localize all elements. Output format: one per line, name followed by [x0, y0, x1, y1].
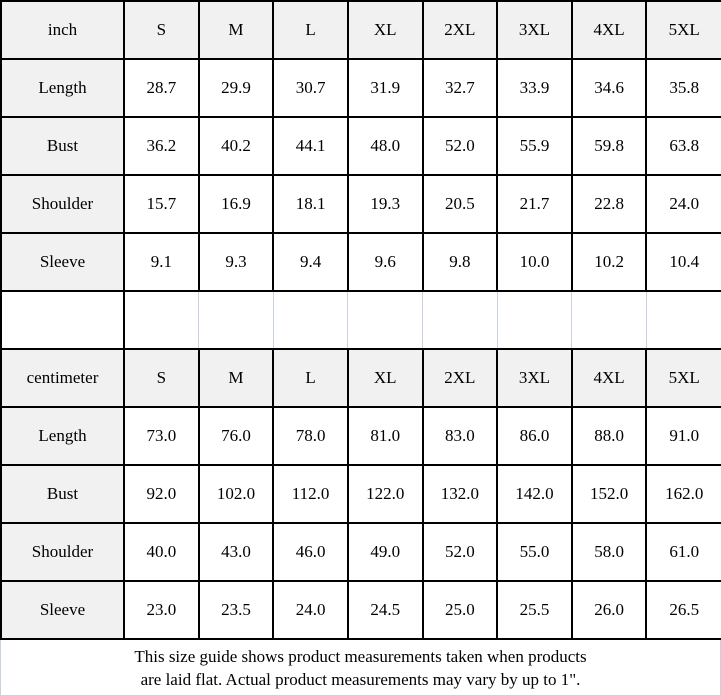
value-cell: 52.0 — [423, 117, 498, 175]
separator-cell — [199, 291, 274, 349]
size-header-cell: M — [199, 1, 274, 59]
value-cell: 91.0 — [646, 407, 721, 465]
value-cell: 24.5 — [348, 581, 423, 639]
separator-cell — [1, 291, 124, 349]
value-cell: 122.0 — [348, 465, 423, 523]
value-cell: 25.5 — [497, 581, 572, 639]
size-header-cell: 2XL — [423, 349, 498, 407]
value-cell: 112.0 — [273, 465, 348, 523]
value-cell: 73.0 — [124, 407, 199, 465]
size-header-cell: M — [199, 349, 274, 407]
value-cell: 23.0 — [124, 581, 199, 639]
row-label-cell: Bust — [1, 465, 124, 523]
separator-section — [1, 291, 721, 349]
row-label-cell: Length — [1, 59, 124, 117]
value-cell: 86.0 — [497, 407, 572, 465]
row-label-cell: Sleeve — [1, 233, 124, 291]
table-row — [1, 581, 721, 639]
separator-cell — [423, 291, 498, 349]
footer-note — [0, 640, 721, 696]
value-cell: 58.0 — [572, 523, 647, 581]
value-cell: 16.9 — [199, 175, 274, 233]
value-cell: 34.6 — [572, 59, 647, 117]
size-header-cell: L — [273, 1, 348, 59]
value-cell: 24.0 — [273, 581, 348, 639]
value-cell: 10.0 — [497, 233, 572, 291]
separator-cell — [273, 291, 348, 349]
size-header-cell: 4XL — [572, 349, 647, 407]
value-cell: 48.0 — [348, 117, 423, 175]
value-cell: 36.2 — [124, 117, 199, 175]
size-header-cell: 5XL — [646, 1, 721, 59]
size-header-cell: 3XL — [497, 1, 572, 59]
value-cell: 92.0 — [124, 465, 199, 523]
value-cell: 10.4 — [646, 233, 721, 291]
value-cell: 142.0 — [497, 465, 572, 523]
size-header-cell: S — [124, 349, 199, 407]
value-cell: 44.1 — [273, 117, 348, 175]
table-row — [1, 59, 721, 117]
value-cell: 21.7 — [497, 175, 572, 233]
value-cell: 20.5 — [423, 175, 498, 233]
value-cell: 52.0 — [423, 523, 498, 581]
value-cell: 102.0 — [199, 465, 274, 523]
value-cell: 26.0 — [572, 581, 647, 639]
value-cell: 63.8 — [646, 117, 721, 175]
inch-header-row — [1, 1, 721, 59]
value-cell: 32.7 — [423, 59, 498, 117]
value-cell: 83.0 — [423, 407, 498, 465]
value-cell: 26.5 — [646, 581, 721, 639]
footer-line-2: are laid flat. Actual product measurements may vary by up to 1". — [140, 669, 581, 689]
size-header-cell: L — [273, 349, 348, 407]
value-cell: 152.0 — [572, 465, 647, 523]
value-cell: 25.0 — [423, 581, 498, 639]
unit-header-cell: centimeter — [1, 349, 124, 407]
inch-section — [1, 1, 721, 291]
value-cell: 40.2 — [199, 117, 274, 175]
centimeter-section — [1, 349, 721, 639]
table-row — [1, 117, 721, 175]
value-cell: 30.7 — [273, 59, 348, 117]
row-label-cell: Bust — [1, 117, 124, 175]
size-header-cell: XL — [348, 349, 423, 407]
value-cell: 78.0 — [273, 407, 348, 465]
value-cell: 55.9 — [497, 117, 572, 175]
value-cell: 9.8 — [423, 233, 498, 291]
value-cell: 23.5 — [199, 581, 274, 639]
value-cell: 10.2 — [572, 233, 647, 291]
value-cell: 132.0 — [423, 465, 498, 523]
table-row — [1, 175, 721, 233]
value-cell: 43.0 — [199, 523, 274, 581]
footer-line-1: This size guide shows product measurements taken when products — [134, 646, 587, 666]
row-label-cell: Shoulder — [1, 175, 124, 233]
value-cell: 9.3 — [199, 233, 274, 291]
row-label-cell: Shoulder — [1, 523, 124, 581]
separator-cell — [124, 291, 199, 349]
table-row — [1, 465, 721, 523]
value-cell: 46.0 — [273, 523, 348, 581]
value-cell: 49.0 — [348, 523, 423, 581]
size-header-cell: S — [124, 1, 199, 59]
row-label-cell: Sleeve — [1, 581, 124, 639]
row-label-cell: Length — [1, 407, 124, 465]
separator-cell — [572, 291, 647, 349]
value-cell: 31.9 — [348, 59, 423, 117]
value-cell: 59.8 — [572, 117, 647, 175]
table-row — [1, 407, 721, 465]
value-cell: 162.0 — [646, 465, 721, 523]
value-cell: 35.8 — [646, 59, 721, 117]
value-cell: 22.8 — [572, 175, 647, 233]
separator-cell — [348, 291, 423, 349]
value-cell: 24.0 — [646, 175, 721, 233]
value-cell: 76.0 — [199, 407, 274, 465]
size-header-cell: 3XL — [497, 349, 572, 407]
centimeter-header-row — [1, 349, 721, 407]
value-cell: 9.1 — [124, 233, 199, 291]
value-cell: 81.0 — [348, 407, 423, 465]
value-cell: 29.9 — [199, 59, 274, 117]
value-cell: 88.0 — [572, 407, 647, 465]
separator-row — [1, 291, 721, 349]
value-cell: 9.6 — [348, 233, 423, 291]
size-header-cell: 5XL — [646, 349, 721, 407]
size-header-cell: 4XL — [572, 1, 647, 59]
value-cell: 55.0 — [497, 523, 572, 581]
value-cell: 61.0 — [646, 523, 721, 581]
separator-cell — [646, 291, 721, 349]
table-row — [1, 233, 721, 291]
value-cell: 9.4 — [273, 233, 348, 291]
value-cell: 28.7 — [124, 59, 199, 117]
value-cell: 19.3 — [348, 175, 423, 233]
value-cell: 40.0 — [124, 523, 199, 581]
separator-cell — [497, 291, 572, 349]
table-row — [1, 523, 721, 581]
value-cell: 18.1 — [273, 175, 348, 233]
value-cell: 15.7 — [124, 175, 199, 233]
unit-header-cell: inch — [1, 1, 124, 59]
size-header-cell: XL — [348, 1, 423, 59]
value-cell: 33.9 — [497, 59, 572, 117]
size-header-cell: 2XL — [423, 1, 498, 59]
